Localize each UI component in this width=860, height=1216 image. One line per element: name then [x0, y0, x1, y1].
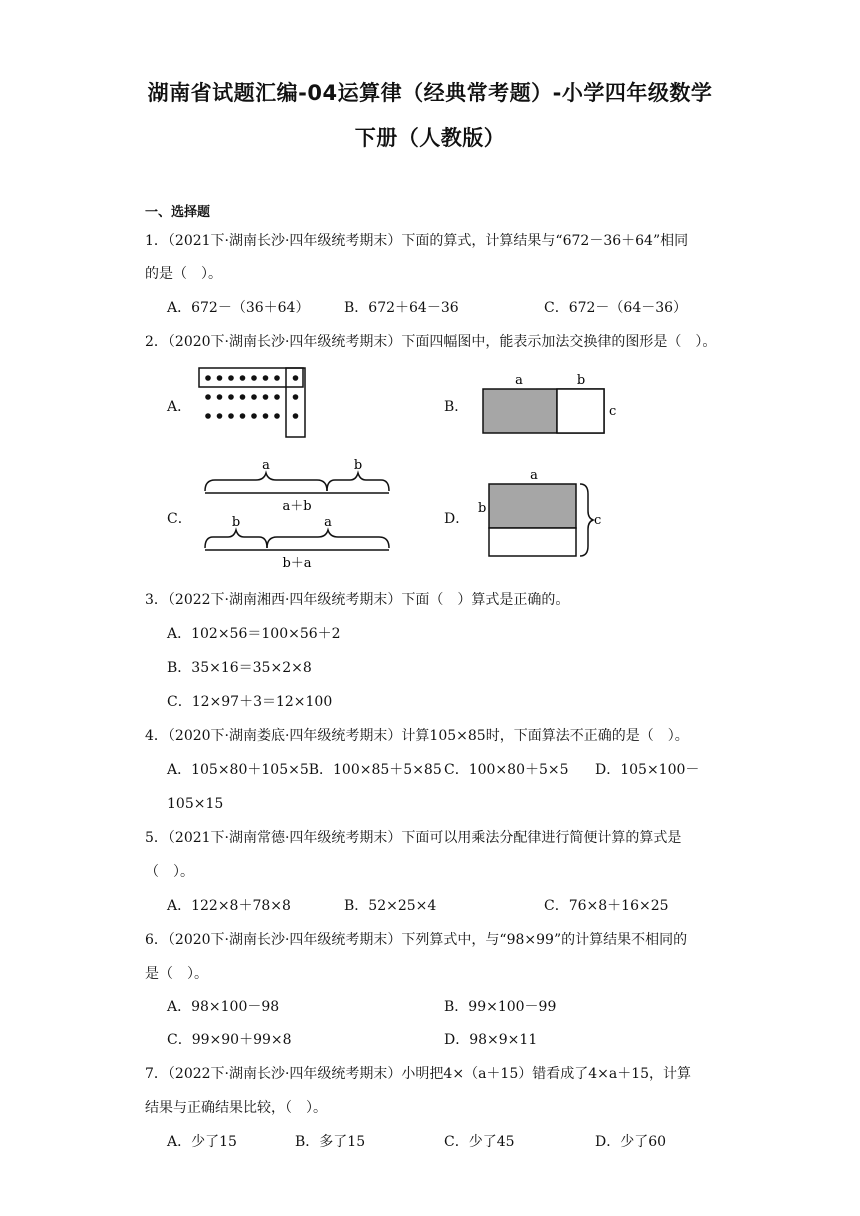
dot	[274, 413, 280, 419]
dot	[251, 394, 257, 400]
document-title-line1: 湖南省试题汇编-04运算律（经典常考题）-小学四年级数学	[147, 81, 713, 105]
dot	[228, 413, 234, 419]
q2-d-label-c: c	[594, 513, 602, 528]
dot	[293, 375, 299, 381]
q4-options-ab: A．105×80＋105×5B．100×85＋5×85	[167, 762, 442, 778]
dot	[205, 394, 211, 400]
q2-b-label-c: c	[609, 404, 617, 419]
q1-option-c: C．672－（64－36）	[544, 300, 688, 316]
dot	[228, 394, 234, 400]
dot	[263, 413, 269, 419]
document-title-line2: 下册（人教版）	[354, 126, 506, 150]
dot	[293, 394, 299, 400]
q1-option-a: A．672－（36＋64）	[167, 300, 310, 316]
dot	[240, 375, 246, 381]
q6-option-c: C．99×90＋99×8	[167, 1032, 292, 1048]
dot	[251, 375, 257, 381]
section-heading: 一、选择题	[145, 205, 211, 220]
dot	[217, 394, 223, 400]
q4-option-d-cont: 105×15	[167, 796, 224, 812]
q2-figure-a-dots	[196, 366, 310, 440]
q7-option-b: B．多了15	[295, 1134, 366, 1150]
dot	[205, 375, 211, 381]
q6-option-d: D．98×9×11	[444, 1032, 538, 1048]
q2-label-a: A．	[167, 399, 192, 415]
q2-b-label-a: a	[515, 373, 523, 388]
q2-figure-c-braces	[200, 455, 394, 573]
q5-option-c: C．76×8＋16×25	[544, 898, 669, 914]
q2-c-sum-ab: a＋b	[282, 499, 312, 514]
q2-b-label-b: b	[576, 373, 586, 388]
q2-c-top-b: b	[353, 458, 363, 473]
q2-label-d: D．	[444, 511, 470, 527]
q4-stem: 4．（2020下·湖南娄底·四年级统考期末）计算105×85时，下面算法不正确的是（ ）。	[145, 728, 689, 744]
q3-option-a: A．102×56＝100×56＋2	[167, 626, 341, 642]
q2-d-label-b: b	[478, 501, 487, 516]
dot	[293, 413, 299, 419]
dot	[217, 375, 223, 381]
q7-stem-line1: 7．（2022下·湖南长沙·四年级统考期末）小明把4×（a＋15）错看成了4×a＋15，计算	[145, 1066, 692, 1082]
q2-c-sum-ba: b＋a	[282, 556, 312, 571]
q2-stem: 2．（2020下·湖南长沙·四年级统考期末）下面四幅图中，能表示加法交换律的图形是（ ）。	[145, 334, 717, 350]
q1-stem-line2: 的是（ ）。	[145, 266, 222, 282]
q4-option-c: C．100×80＋5×5	[444, 762, 569, 778]
q2-label-c: C．	[167, 511, 192, 527]
dot	[228, 375, 234, 381]
q6-stem-line1: 6．（2020下·湖南长沙·四年级统考期末）下列算式中，与“98×99”的计算结果不相同的	[145, 932, 688, 948]
q2-c-top-a: a	[262, 458, 270, 473]
q1-stem-line1: 1．（2021下·湖南长沙·四年级统考期末）下面的算式，计算结果与“672－36＋64”相同	[145, 233, 689, 249]
q3-option-c: C．12×97＋3＝12×100	[167, 694, 333, 710]
q2-c-bot-b: b	[231, 515, 241, 530]
q6-option-a: A．98×100－98	[167, 999, 280, 1015]
q2-d-label-a: a	[530, 468, 538, 483]
dot	[263, 375, 269, 381]
q2-c-bot-a: a	[324, 515, 332, 530]
q2-label-b: B．	[444, 399, 469, 415]
dot	[251, 413, 257, 419]
q1-option-b: B．672＋64－36	[344, 300, 459, 316]
q2-figure-d-rectangle	[476, 466, 606, 560]
q7-stem-line2: 结果与正确结果比较，（ ）。	[145, 1100, 327, 1116]
q7-option-c: C．少了45	[444, 1134, 515, 1150]
q5-stem-line2: （ ）。	[145, 864, 194, 880]
q5-stem-line1: 5．（2021下·湖南常德·四年级统考期末）下面可以用乘法分配律进行简便计算的算式是	[145, 830, 682, 846]
dot	[205, 413, 211, 419]
q6-option-b: B．99×100－99	[444, 999, 557, 1015]
q3-option-b: B．35×16＝35×2×8	[167, 660, 312, 676]
q3-stem: 3．（2022下·湖南湘西·四年级统考期末）下面（ ）算式是正确的。	[145, 592, 570, 608]
dot	[217, 413, 223, 419]
dot	[274, 394, 280, 400]
q4-option-d: D．105×100－	[595, 762, 700, 778]
dot	[240, 413, 246, 419]
dot	[263, 394, 269, 400]
dot	[240, 394, 246, 400]
q5-option-b: B．52×25×4	[344, 898, 437, 914]
q7-option-a: A．少了15	[167, 1134, 237, 1150]
dot	[274, 375, 280, 381]
q6-stem-line2: 是（ ）。	[145, 966, 208, 982]
q5-option-a: A．122×8＋78×8	[167, 898, 291, 914]
q7-option-d: D．少了60	[595, 1134, 667, 1150]
q2-figure-b-rectangles	[478, 370, 618, 438]
